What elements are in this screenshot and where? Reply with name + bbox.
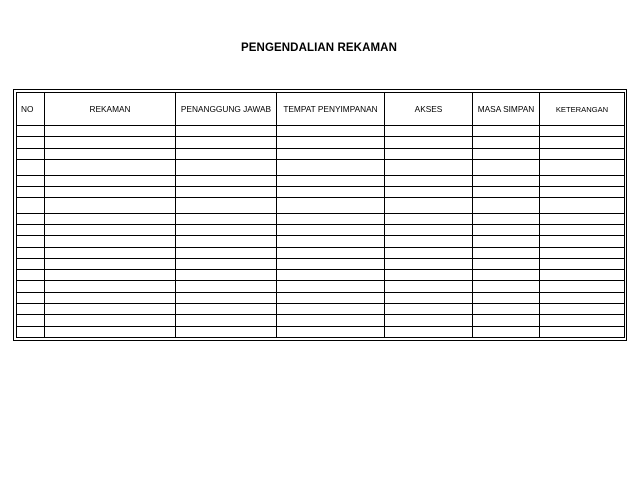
records-body <box>17 126 625 338</box>
table-row <box>17 225 625 236</box>
cell-rekaman[interactable] <box>45 198 176 214</box>
cell-penanggung-jawab[interactable] <box>176 148 277 159</box>
header-penanggung-jawab: PENANGGUNG JAWAB <box>176 93 277 126</box>
cell-tempat-penyimpanan[interactable] <box>277 270 385 281</box>
cell-masa-simpan[interactable] <box>473 126 540 137</box>
cell-akses[interactable] <box>385 126 473 137</box>
cell-keterangan[interactable] <box>540 281 625 292</box>
header-row <box>17 93 625 126</box>
cell-penanggung-jawab[interactable] <box>176 198 277 214</box>
table-row <box>17 159 625 175</box>
cell-keterangan[interactable] <box>540 186 625 197</box>
table-row <box>17 247 625 258</box>
cell-akses[interactable] <box>385 213 473 224</box>
cell-masa-simpan[interactable] <box>473 137 540 148</box>
cell-penanggung-jawab[interactable] <box>176 258 277 269</box>
cell-keterangan[interactable] <box>540 159 625 175</box>
cell-keterangan[interactable] <box>540 148 625 159</box>
cell-tempat-penyimpanan[interactable] <box>277 148 385 159</box>
cell-penanggung-jawab[interactable] <box>176 247 277 258</box>
cell-akses[interactable] <box>385 236 473 247</box>
cell-tempat-penyimpanan[interactable] <box>277 315 385 326</box>
cell-no[interactable] <box>17 225 45 236</box>
cell-no[interactable] <box>17 198 45 214</box>
cell-rekaman[interactable] <box>45 258 176 269</box>
cell-keterangan[interactable] <box>540 270 625 281</box>
cell-penanggung-jawab[interactable] <box>176 270 277 281</box>
cell-akses[interactable] <box>385 326 473 337</box>
cell-rekaman[interactable] <box>45 281 176 292</box>
cell-akses[interactable] <box>385 281 473 292</box>
cell-akses[interactable] <box>385 304 473 315</box>
cell-tempat-penyimpanan[interactable] <box>277 304 385 315</box>
header-akses: AKSES <box>385 93 473 126</box>
cell-no[interactable] <box>17 175 45 186</box>
header-keterangan: KETERANGAN <box>540 93 625 126</box>
cell-masa-simpan[interactable] <box>473 315 540 326</box>
cell-no[interactable] <box>17 326 45 337</box>
table-row <box>17 304 625 315</box>
cell-no[interactable] <box>17 270 45 281</box>
cell-penanggung-jawab[interactable] <box>176 126 277 137</box>
table-row <box>17 258 625 269</box>
cell-penanggung-jawab[interactable] <box>176 281 277 292</box>
cell-keterangan[interactable] <box>540 137 625 148</box>
cell-akses[interactable] <box>385 247 473 258</box>
cell-keterangan[interactable] <box>540 315 625 326</box>
table-row <box>17 281 625 292</box>
cell-masa-simpan[interactable] <box>473 270 540 281</box>
cell-no[interactable] <box>17 137 45 148</box>
cell-no[interactable] <box>17 292 45 303</box>
cell-rekaman[interactable] <box>45 148 176 159</box>
cell-tempat-penyimpanan[interactable] <box>277 225 385 236</box>
cell-tempat-penyimpanan[interactable] <box>277 137 385 148</box>
cell-akses[interactable] <box>385 292 473 303</box>
cell-akses[interactable] <box>385 186 473 197</box>
cell-penanggung-jawab[interactable] <box>176 326 277 337</box>
cell-rekaman[interactable] <box>45 304 176 315</box>
cell-penanggung-jawab[interactable] <box>176 236 277 247</box>
cell-rekaman[interactable] <box>45 186 176 197</box>
cell-masa-simpan[interactable] <box>473 304 540 315</box>
cell-akses[interactable] <box>385 137 473 148</box>
cell-no[interactable] <box>17 159 45 175</box>
cell-tempat-penyimpanan[interactable] <box>277 258 385 269</box>
cell-penanggung-jawab[interactable] <box>176 175 277 186</box>
table-row <box>17 326 625 337</box>
cell-no[interactable] <box>17 148 45 159</box>
header-masa-simpan: MASA SIMPAN <box>473 93 540 126</box>
cell-penanggung-jawab[interactable] <box>176 315 277 326</box>
cell-masa-simpan[interactable] <box>473 326 540 337</box>
cell-no[interactable] <box>17 186 45 197</box>
cell-rekaman[interactable] <box>45 225 176 236</box>
cell-keterangan[interactable] <box>540 213 625 224</box>
cell-rekaman[interactable] <box>45 270 176 281</box>
cell-masa-simpan[interactable] <box>473 258 540 269</box>
cell-masa-simpan[interactable] <box>473 225 540 236</box>
cell-keterangan[interactable] <box>540 304 625 315</box>
cell-keterangan[interactable] <box>540 175 625 186</box>
cell-penanggung-jawab[interactable] <box>176 186 277 197</box>
cell-rekaman[interactable] <box>45 137 176 148</box>
cell-keterangan[interactable] <box>540 292 625 303</box>
cell-keterangan[interactable] <box>540 258 625 269</box>
cell-akses[interactable] <box>385 258 473 269</box>
cell-penanggung-jawab[interactable] <box>176 304 277 315</box>
cell-masa-simpan[interactable] <box>473 281 540 292</box>
table-row <box>17 198 625 214</box>
cell-keterangan[interactable] <box>540 236 625 247</box>
cell-no[interactable] <box>17 281 45 292</box>
cell-masa-simpan[interactable] <box>473 213 540 224</box>
header-no: NO <box>17 93 45 126</box>
cell-rekaman[interactable] <box>45 213 176 224</box>
cell-masa-simpan[interactable] <box>473 159 540 175</box>
table-row <box>17 175 625 186</box>
cell-rekaman[interactable] <box>45 315 176 326</box>
cell-tempat-penyimpanan[interactable] <box>277 213 385 224</box>
cell-penanggung-jawab[interactable] <box>176 213 277 224</box>
cell-tempat-penyimpanan[interactable] <box>277 186 385 197</box>
cell-tempat-penyimpanan[interactable] <box>277 247 385 258</box>
cell-tempat-penyimpanan[interactable] <box>277 236 385 247</box>
cell-keterangan[interactable] <box>540 247 625 258</box>
cell-keterangan[interactable] <box>540 225 625 236</box>
cell-tempat-penyimpanan[interactable] <box>277 126 385 137</box>
cell-no[interactable] <box>17 247 45 258</box>
cell-penanggung-jawab[interactable] <box>176 137 277 148</box>
cell-rekaman[interactable] <box>45 326 176 337</box>
table-row <box>17 186 625 197</box>
cell-masa-simpan[interactable] <box>473 247 540 258</box>
cell-masa-simpan[interactable] <box>473 236 540 247</box>
table-row <box>17 148 625 159</box>
cell-masa-simpan[interactable] <box>473 198 540 214</box>
cell-masa-simpan[interactable] <box>473 148 540 159</box>
table-row <box>17 236 625 247</box>
cell-rekaman[interactable] <box>45 236 176 247</box>
cell-tempat-penyimpanan[interactable] <box>277 292 385 303</box>
cell-penanggung-jawab[interactable] <box>176 159 277 175</box>
table-row <box>17 270 625 281</box>
table-row <box>17 292 625 303</box>
cell-tempat-penyimpanan[interactable] <box>277 281 385 292</box>
header-rekaman: REKAMAN <box>45 93 176 126</box>
cell-rekaman[interactable] <box>45 175 176 186</box>
cell-akses[interactable] <box>385 198 473 214</box>
table-row <box>17 213 625 224</box>
cell-masa-simpan[interactable] <box>473 292 540 303</box>
cell-no[interactable] <box>17 236 45 247</box>
cell-keterangan[interactable] <box>540 126 625 137</box>
cell-rekaman[interactable] <box>45 126 176 137</box>
records-table <box>16 92 625 338</box>
cell-tempat-penyimpanan[interactable] <box>277 198 385 214</box>
page-title: PENGENDALIAN REKAMAN <box>241 42 397 54</box>
table-row <box>17 315 625 326</box>
cell-no[interactable] <box>17 315 45 326</box>
cell-akses[interactable] <box>385 148 473 159</box>
cell-penanggung-jawab[interactable] <box>176 225 277 236</box>
cell-tempat-penyimpanan[interactable] <box>277 326 385 337</box>
cell-no[interactable] <box>17 258 45 269</box>
records-table-frame <box>13 89 627 341</box>
table-row <box>17 126 625 137</box>
cell-rekaman[interactable] <box>45 247 176 258</box>
cell-no[interactable] <box>17 126 45 137</box>
cell-akses[interactable] <box>385 175 473 186</box>
cell-penanggung-jawab[interactable] <box>176 292 277 303</box>
cell-no[interactable] <box>17 304 45 315</box>
cell-tempat-penyimpanan[interactable] <box>277 175 385 186</box>
cell-akses[interactable] <box>385 159 473 175</box>
cell-keterangan[interactable] <box>540 326 625 337</box>
table-row <box>17 137 625 148</box>
cell-akses[interactable] <box>385 270 473 281</box>
cell-rekaman[interactable] <box>45 292 176 303</box>
cell-rekaman[interactable] <box>45 159 176 175</box>
cell-akses[interactable] <box>385 225 473 236</box>
cell-tempat-penyimpanan[interactable] <box>277 159 385 175</box>
cell-masa-simpan[interactable] <box>473 175 540 186</box>
cell-masa-simpan[interactable] <box>473 186 540 197</box>
cell-akses[interactable] <box>385 315 473 326</box>
cell-keterangan[interactable] <box>540 198 625 214</box>
header-tempat-penyimpanan: TEMPAT PENYIMPANAN <box>277 93 385 126</box>
cell-no[interactable] <box>17 213 45 224</box>
